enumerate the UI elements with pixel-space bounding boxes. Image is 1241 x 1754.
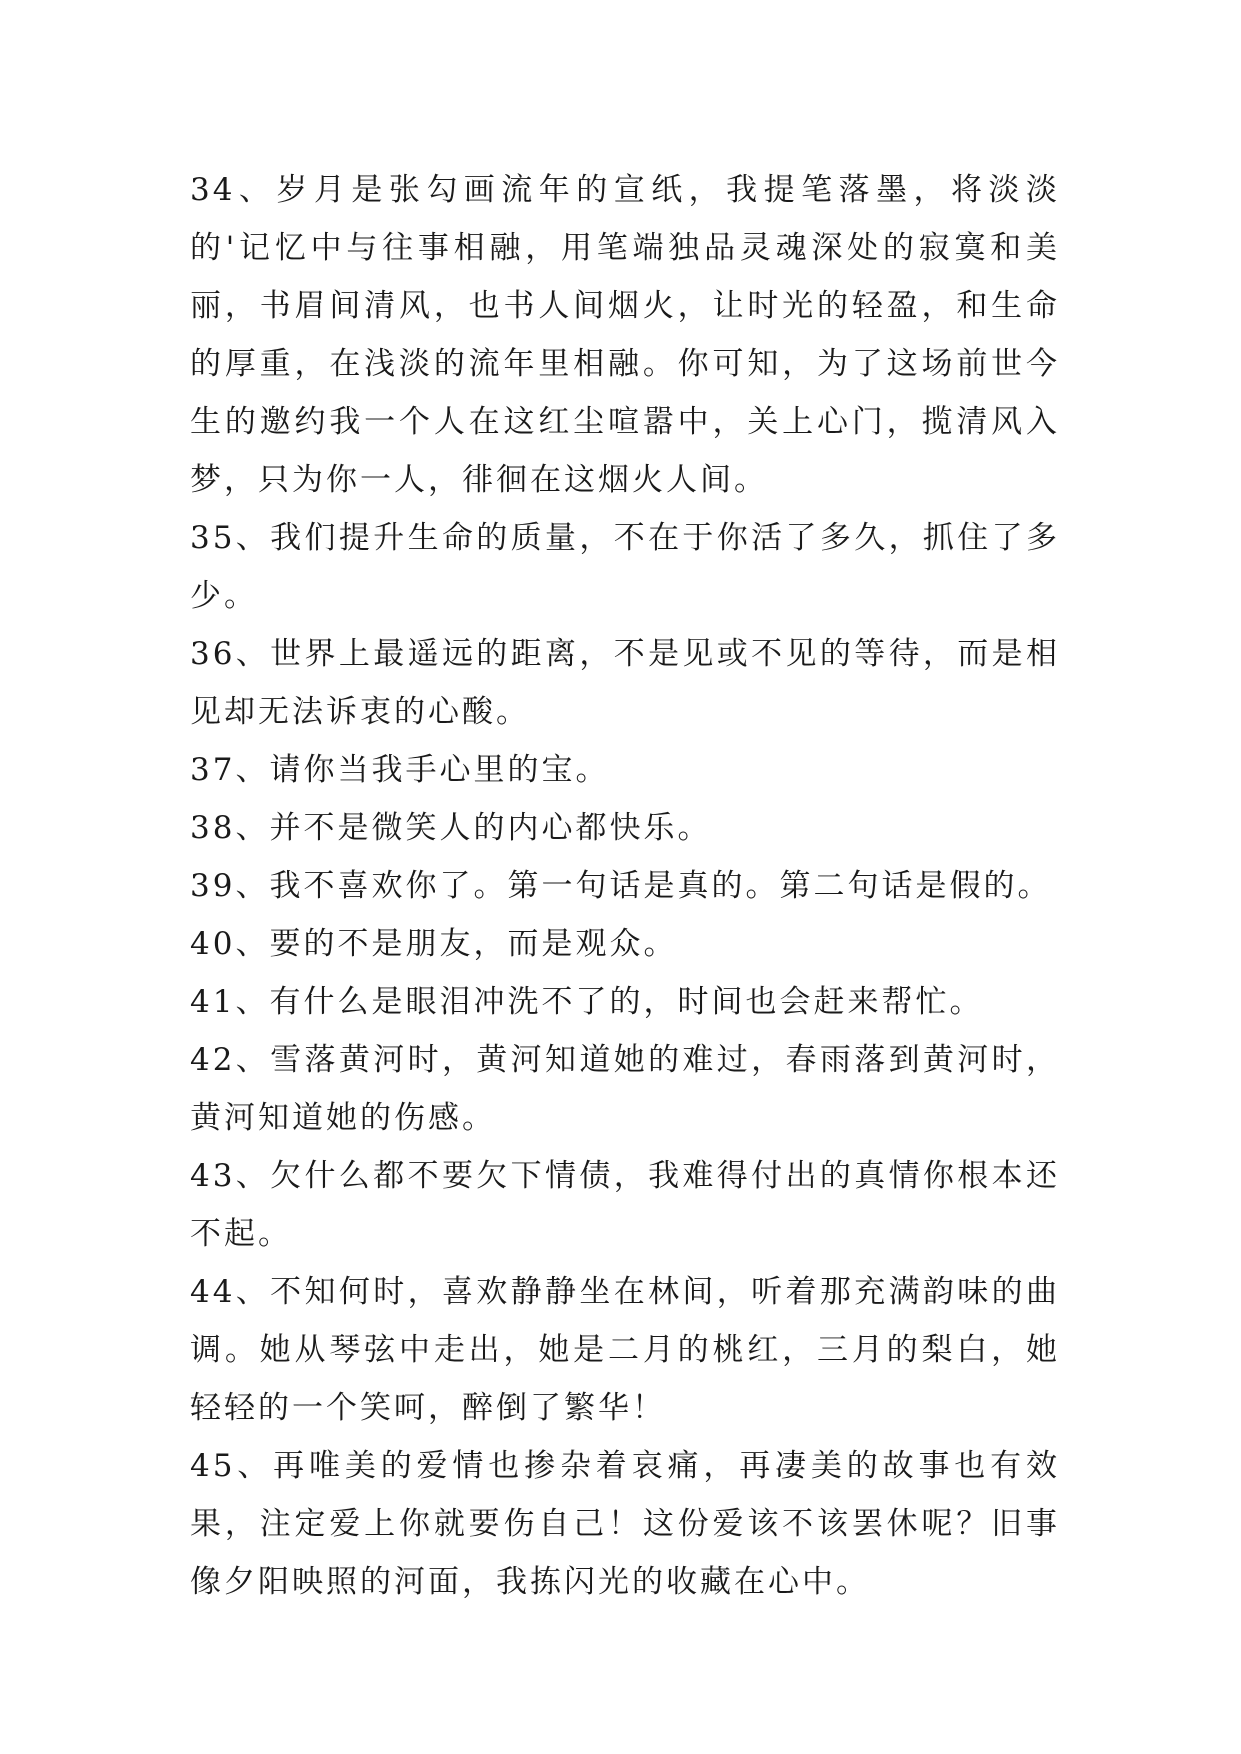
paragraph-38: 38、并不是微笑人的内心都快乐。 (190, 810, 712, 846)
paragraph-45: 45、再唯美的爱情也掺杂着哀痛，再凄美的故事也有效果，注定爱上你就要伤自己！这份爱该不该罢休呢？旧事像夕阳映照的河面，我拣闪光的收藏在心中。 (190, 1448, 1060, 1600)
paragraph-36: 36、世界上最遥远的距离，不是见或不见的等待，而是相见却无法诉衷的心酸。 (190, 636, 1060, 730)
paragraph-37: 37、请你当我手心里的宝。 (190, 752, 610, 788)
document-body (190, 161, 1060, 1611)
paragraph-39: 39、我不喜欢你了。第一句话是真的。第二句话是假的。 (190, 868, 1052, 904)
paragraph-35: 35、我们提升生命的质量，不在于你活了多久，抓住了多少。 (190, 520, 1060, 614)
paragraph-40: 40、要的不是朋友，而是观众。 (190, 926, 678, 962)
paragraph-44: 44、不知何时，喜欢静静坐在林间，听着那充满韵味的曲调。她从琴弦中走出，她是二月的桃红，三月的梨白，她轻轻的一个笑呵，醉倒了繁华！ (190, 1274, 1060, 1426)
paragraph-41: 41、有什么是眼泪冲洗不了的，时间也会赶来帮忙。 (190, 984, 984, 1020)
paragraph-34: 34、岁月是张勾画流年的宣纸，我提笔落墨，将淡淡的'记忆中与往事相融，用笔端独品灵魂深处的寂寞和美丽，书眉间清风，也书人间烟火，让时光的轻盈，和生命的厚重，在浅淡的流年里相融。你可知，为了这场前世今生的邀约我一个人在这红尘喧嚣中，关上心门，揽清风入梦，只为你一人，徘徊在这烟火人间。 (190, 172, 1060, 498)
paragraph-43: 43、欠什么都不要欠下情债，我难得付出的真情你根本还不起。 (190, 1158, 1060, 1252)
paragraph-42: 42、雪落黄河时，黄河知道她的难过，春雨落到黄河时，黄河知道她的伤感。 (190, 1042, 1060, 1136)
